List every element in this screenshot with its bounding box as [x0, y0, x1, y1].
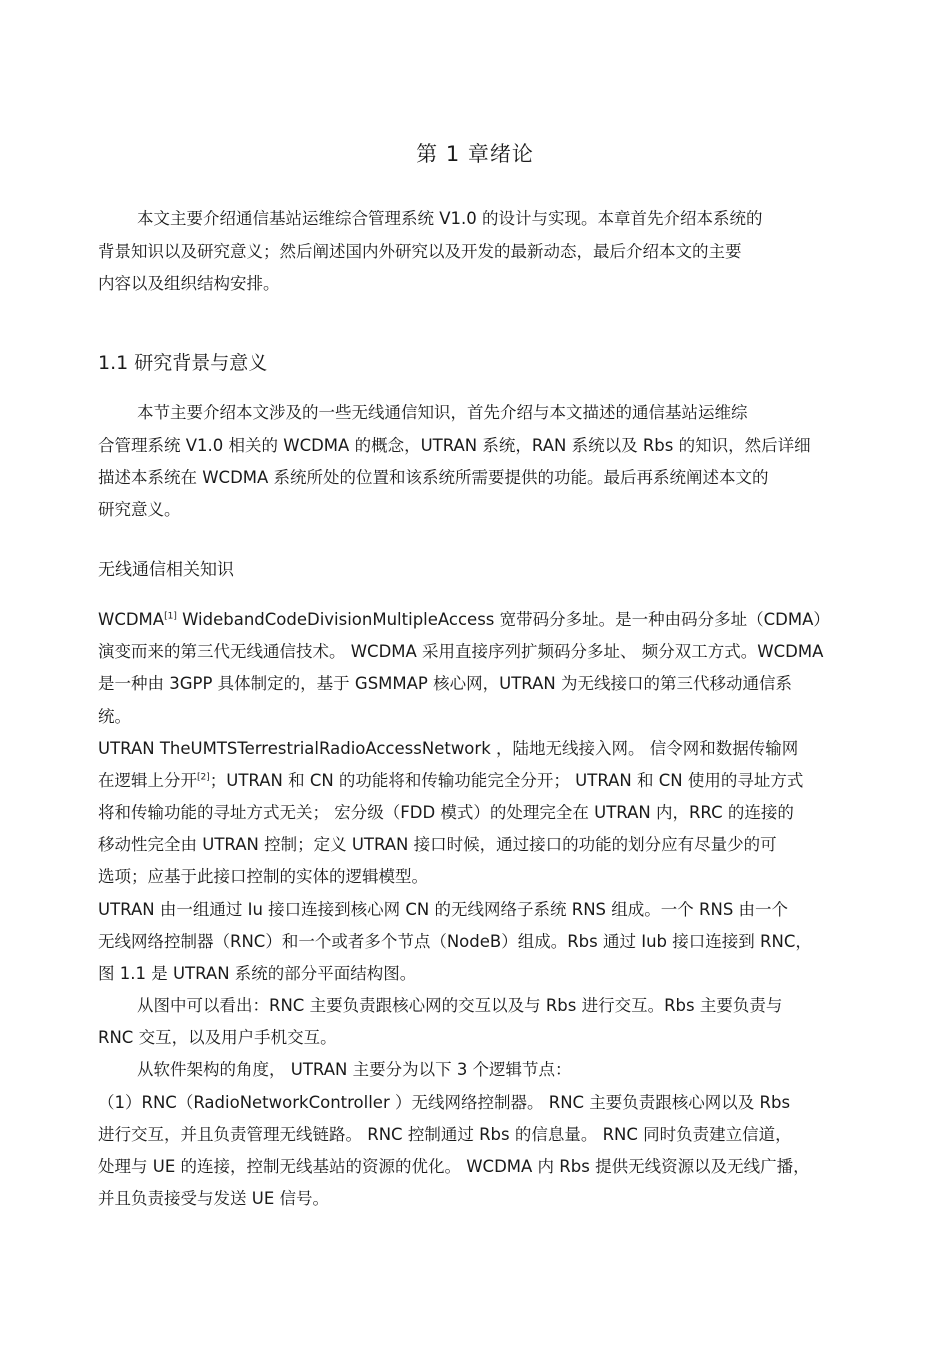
- utran-text-pre: 在逻辑上分开: [98, 771, 197, 790]
- wcdma-line-4: 统。: [98, 707, 131, 726]
- wcdma-term: WCDMA: [98, 610, 165, 629]
- intro-line-2: 背景知识以及研究意义；然后阐述国内外研究以及开发的最新动态，最后介绍本文的主要: [98, 242, 742, 261]
- figure-note-line-2: RNC 交互，以及用户手机交互。: [98, 1028, 337, 1047]
- utran-line-5: 选项；应基于此接口控制的实体的逻辑模型。: [98, 867, 428, 886]
- rnc-line-2: 进行交互，并且负责管理无线链路。 RNC 控制通过 Rbs 的信息量。 RNC 同时负责建立信道，: [98, 1125, 792, 1144]
- utran-line-4: 移动性完全由 UTRAN 控制；定义 UTRAN 接口时候，通过接口的功能的划分应有尽量少的可: [98, 835, 777, 854]
- rnc-line-4: 并且负责接受与发送 UE 信号。: [98, 1189, 329, 1208]
- utran2-line-1: UTRAN 由一组通过 Iu 接口连接到核心网 CN 的无线网络子系统 RNS 组成。一个 RNS 由一个: [98, 900, 789, 919]
- section-paragraph-line-1: 本节主要介绍本文涉及的一些无线通信知识，首先介绍与本文描述的通信基站运维综: [137, 403, 748, 422]
- wcdma-line-2: 演变而来的第三代无线通信技术。 WCDMA 采用直接序列扩频码分多址、 频分双工方式。WCDMA: [98, 642, 824, 661]
- chapter-title: 第 1 章绪论: [416, 142, 534, 166]
- utran-line-3: 将和传输功能的寻址方式无关； 宏分级（FDD 模式）的处理完全在 UTRAN 内，RRC 的连接的: [98, 803, 794, 822]
- figure-note-line-1: 从图中可以看出：RNC 主要负责跟核心网的交互以及与 Rbs 进行交互。Rbs 主要负责与: [137, 996, 783, 1015]
- utran2-line-3: 图 1.1 是 UTRAN 系统的部分平面结构图。: [98, 964, 417, 983]
- rnc-line-1: （1）RNC（RadioNetworkController ）无线网络控制器。 RNC 主要负责跟核心网以及 Rbs: [98, 1093, 791, 1112]
- intro-line-3: 内容以及组织结构安排。: [98, 274, 280, 293]
- section-heading: 1.1 研究背景与意义: [98, 352, 268, 374]
- wcdma-definition: WidebandCodeDivisionMultipleAccess 宽带码分多址。是一种由码分多址（CDMA）: [176, 610, 830, 629]
- section-paragraph-line-2: 合管理系统 V1.0 相关的 WCDMA 的概念，UTRAN 系统，RAN 系统以及 Rbs 的知识，然后详细: [98, 436, 811, 455]
- section-paragraph-line-4: 研究意义。: [98, 500, 181, 519]
- wcdma-line-3: 是一种由 3GPP 具体制定的，基于 GSMMAP 核心网，UTRAN 为无线接口的第三代移动通信系: [98, 674, 792, 693]
- utran-line-2: [98, 769, 868, 793]
- section-paragraph-line-3: 描述本系统在 WCDMA 系统所处的位置和该系统所需要提供的功能。最后再系统阐述本文的: [98, 468, 769, 487]
- rnc-line-3: 处理与 UE 的连接，控制无线基站的资源的优化。 WCDMA 内 Rbs 提供无线资源以及无线广播，: [98, 1157, 810, 1176]
- utran-text-post: ；UTRAN 和 CN 的功能将和传输功能完全分开； UTRAN 和 CN 使用的寻址方式: [209, 771, 804, 790]
- utran2-line-2: 无线网络控制器（RNC）和一个或者多个节点（NodeB）组成。Rbs 通过 Iub 接口连接到 RNC，: [98, 932, 812, 951]
- wcdma-line-1: [98, 608, 868, 632]
- citation-1: [1]: [164, 611, 177, 622]
- subsection-heading: 无线通信相关知识: [98, 560, 234, 580]
- intro-line-1: 本文主要介绍通信基站运维综合管理系统 V1.0 的设计与实现。本章首先介绍本系统的: [137, 209, 763, 228]
- utran-line-1: UTRAN TheUMTSTerrestrialRadioAccessNetwork ，陆地无线接入网。 信令网和数据传输网: [98, 739, 799, 758]
- arch-line-1: 从软件架构的角度， UTRAN 主要分为以下 3 个逻辑节点：: [137, 1060, 572, 1079]
- citation-2: [2]: [197, 772, 210, 783]
